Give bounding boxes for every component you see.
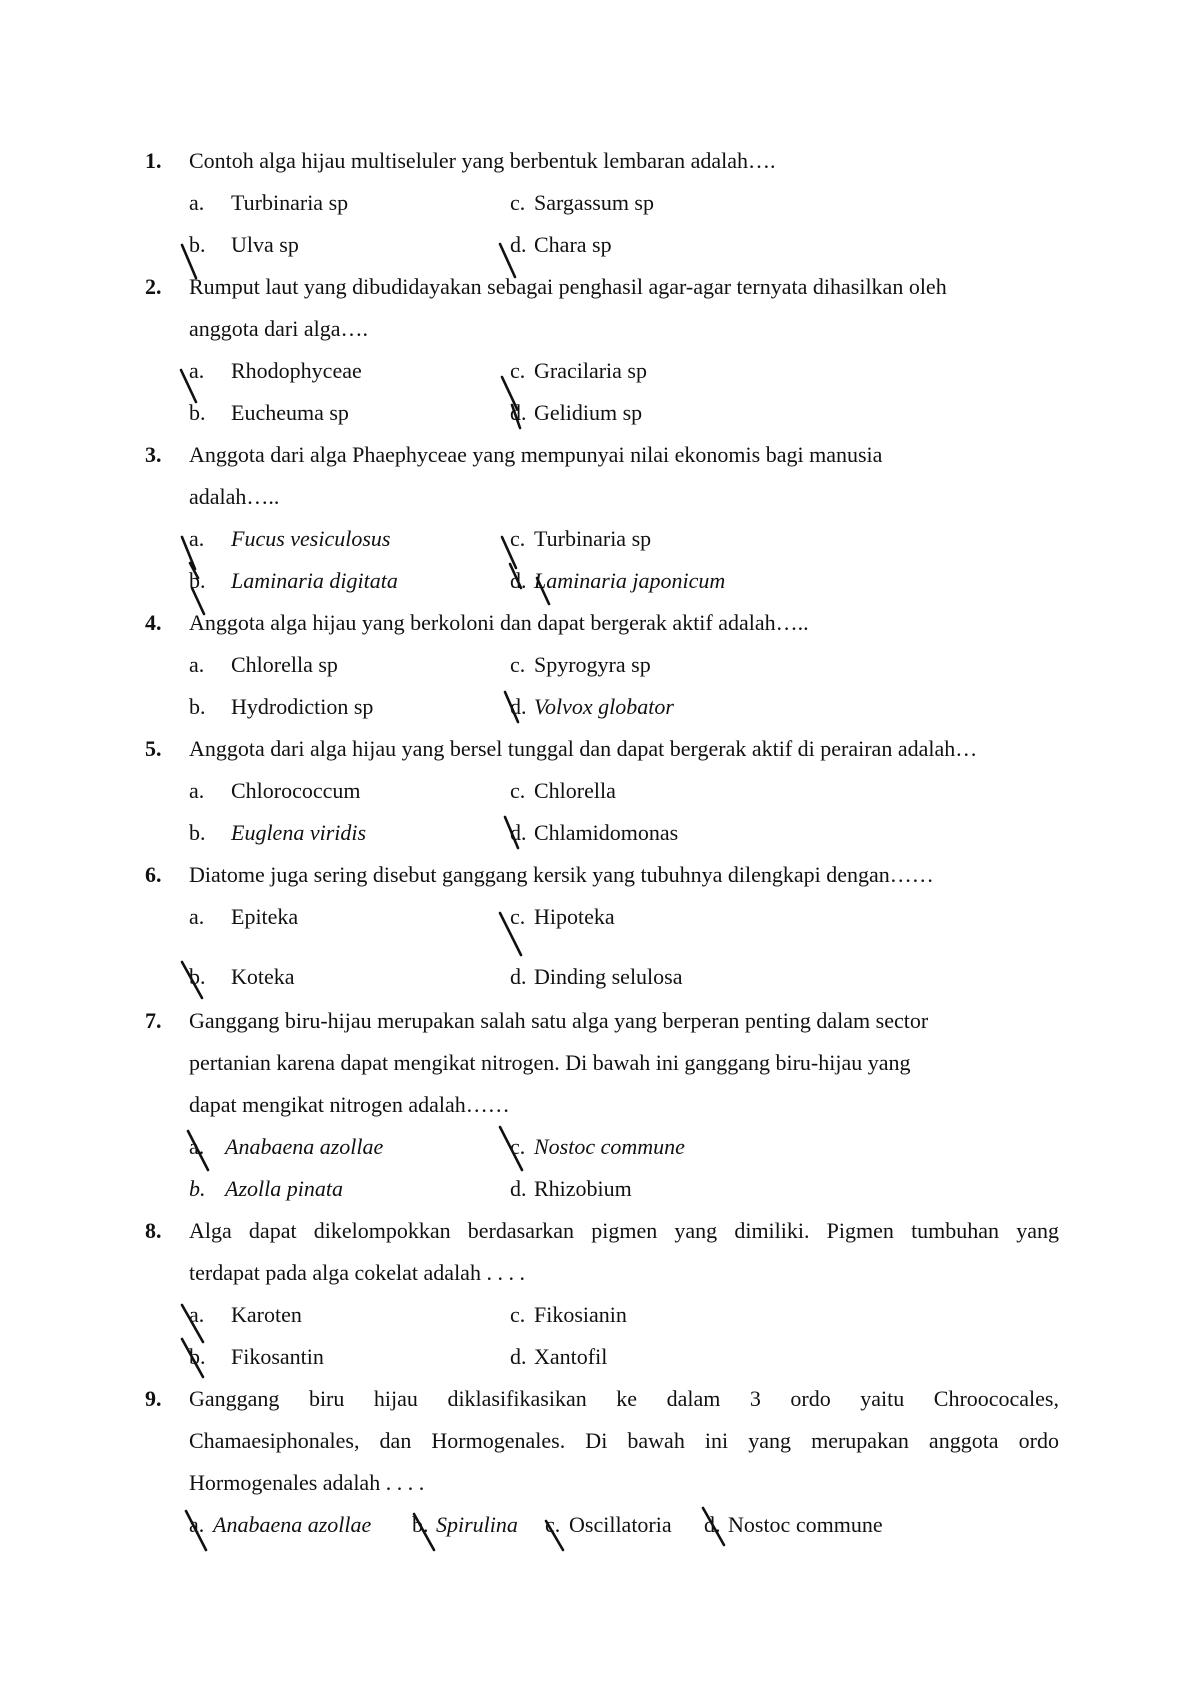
option-c[interactable]: c. Oscillatoria [545,1512,672,1537]
question-text: anggota dari alga…. [189,316,368,341]
option-d[interactable]: d. Chara sp [510,232,612,257]
question-number: 9. [145,1386,162,1411]
option-a[interactable]: a. Karoten [189,1302,302,1327]
question-number: 7. [145,1008,162,1033]
option-b[interactable]: b. Laminaria digitata [189,568,398,593]
option-a[interactable]: a. Anabaena azollae [189,1512,372,1537]
question-text: Anggota alga hijau yang berkoloni dan dapat bergerak aktif adalah….. [189,610,809,635]
option-a[interactable]: a. Rhodophyceae [189,358,362,383]
option-c[interactable]: c. Nostoc commune [510,1134,685,1159]
question-text: pertanian karena dapat mengikat nitrogen. Di bawah ini ganggang biru-hijau yang [189,1050,911,1075]
option-c[interactable]: c. Spyrogyra sp [510,652,651,677]
question-text: Anggota dari alga Phaephyceae yang mempunyai nilai ekonomis bagi manusia [189,442,883,467]
question-text: Alga dapat dikelompokkan berdasarkan pigmen yang dimiliki. Pigmen tumbuhan yang [189,1218,1059,1243]
option-c[interactable]: c. Fikosianin [510,1302,627,1327]
option-d[interactable]: d. Volvox globator [510,694,674,719]
question-text: Diatome juga sering disebut ganggang kersik yang tubuhnya dilengkapi dengan…… [189,862,934,887]
option-c[interactable]: c. Sargassum sp [510,190,654,215]
option-d[interactable]: d. Nostoc commune [704,1512,883,1537]
question-number: 5. [145,736,162,761]
option-c[interactable]: c. Gracilaria sp [510,358,647,383]
option-b[interactable]: b. Hydrodiction sp [189,694,374,719]
option-c[interactable]: c. Hipoteka [510,904,615,929]
option-c[interactable]: c. Turbinaria sp [510,526,652,551]
option-b[interactable]: b. Spirulina [412,1512,518,1537]
question-number: 1. [145,148,162,173]
option-d[interactable]: d. Xantofil [510,1344,608,1369]
question-number: 4. [145,610,162,635]
question-text: Ganggang biru hijau diklasifikasikan ke dalam 3 ordo yaitu Chroococales, [189,1386,1059,1411]
question-text: Contoh alga hijau multiseluler yang berbentuk lembaran adalah…. [189,148,776,173]
option-a[interactable]: a. Epiteka [189,904,299,929]
question-text: Rumput laut yang dibudidayakan sebagai penghasil agar-agar ternyata dihasilkan oleh [189,274,947,299]
option-b[interactable]: b. Ulva sp [189,232,299,257]
option-b[interactable]: b. Azolla pinata [189,1176,343,1201]
option-c[interactable]: c. Chlorella [510,778,616,803]
question-text: adalah….. [189,484,280,509]
question-text: terdapat pada alga cokelat adalah . . . . [189,1260,525,1285]
question-text: dapat mengikat nitrogen adalah…… [189,1092,510,1117]
option-a[interactable]: a. Chlorella sp [189,652,338,677]
question-text: Chamaesiphonales, dan Hormogenales. Di bawah ini yang merupakan anggota ordo [189,1428,1059,1453]
question-number: 3. [145,442,162,467]
option-a[interactable]: a. Fucus vesiculosus [189,526,391,551]
option-d[interactable]: d. Laminaria japonicum [510,568,726,593]
option-b[interactable]: b. Eucheuma sp [189,400,349,425]
question-text: Anggota dari alga hijau yang bersel tunggal dan dapat bergerak aktif di perairan adalah… [189,736,978,761]
question-number: 8. [145,1218,162,1243]
option-a[interactable]: a. Turbinaria sp [189,190,349,215]
option-b[interactable]: b. Koteka [189,964,295,989]
option-a[interactable]: a. Chlorococcum [189,778,361,803]
question-number: 6. [145,862,162,887]
option-d[interactable]: d. Rhizobium [510,1176,632,1201]
option-b[interactable]: b. Euglena viridis [189,820,367,845]
option-b[interactable]: b. Fikosantin [189,1344,324,1369]
question-text: Hormogenales adalah . . . . [189,1470,425,1495]
question-number: 2. [145,274,162,299]
option-d[interactable]: d. Chlamidomonas [510,820,679,845]
option-d[interactable]: d. Gelidium sp [510,400,643,425]
option-d[interactable]: d. Dinding selulosa [510,964,683,989]
option-a[interactable]: a. Anabaena azollae [189,1134,384,1159]
question-text: Ganggang biru-hijau merupakan salah satu alga yang berperan penting dalam sector [189,1008,929,1033]
